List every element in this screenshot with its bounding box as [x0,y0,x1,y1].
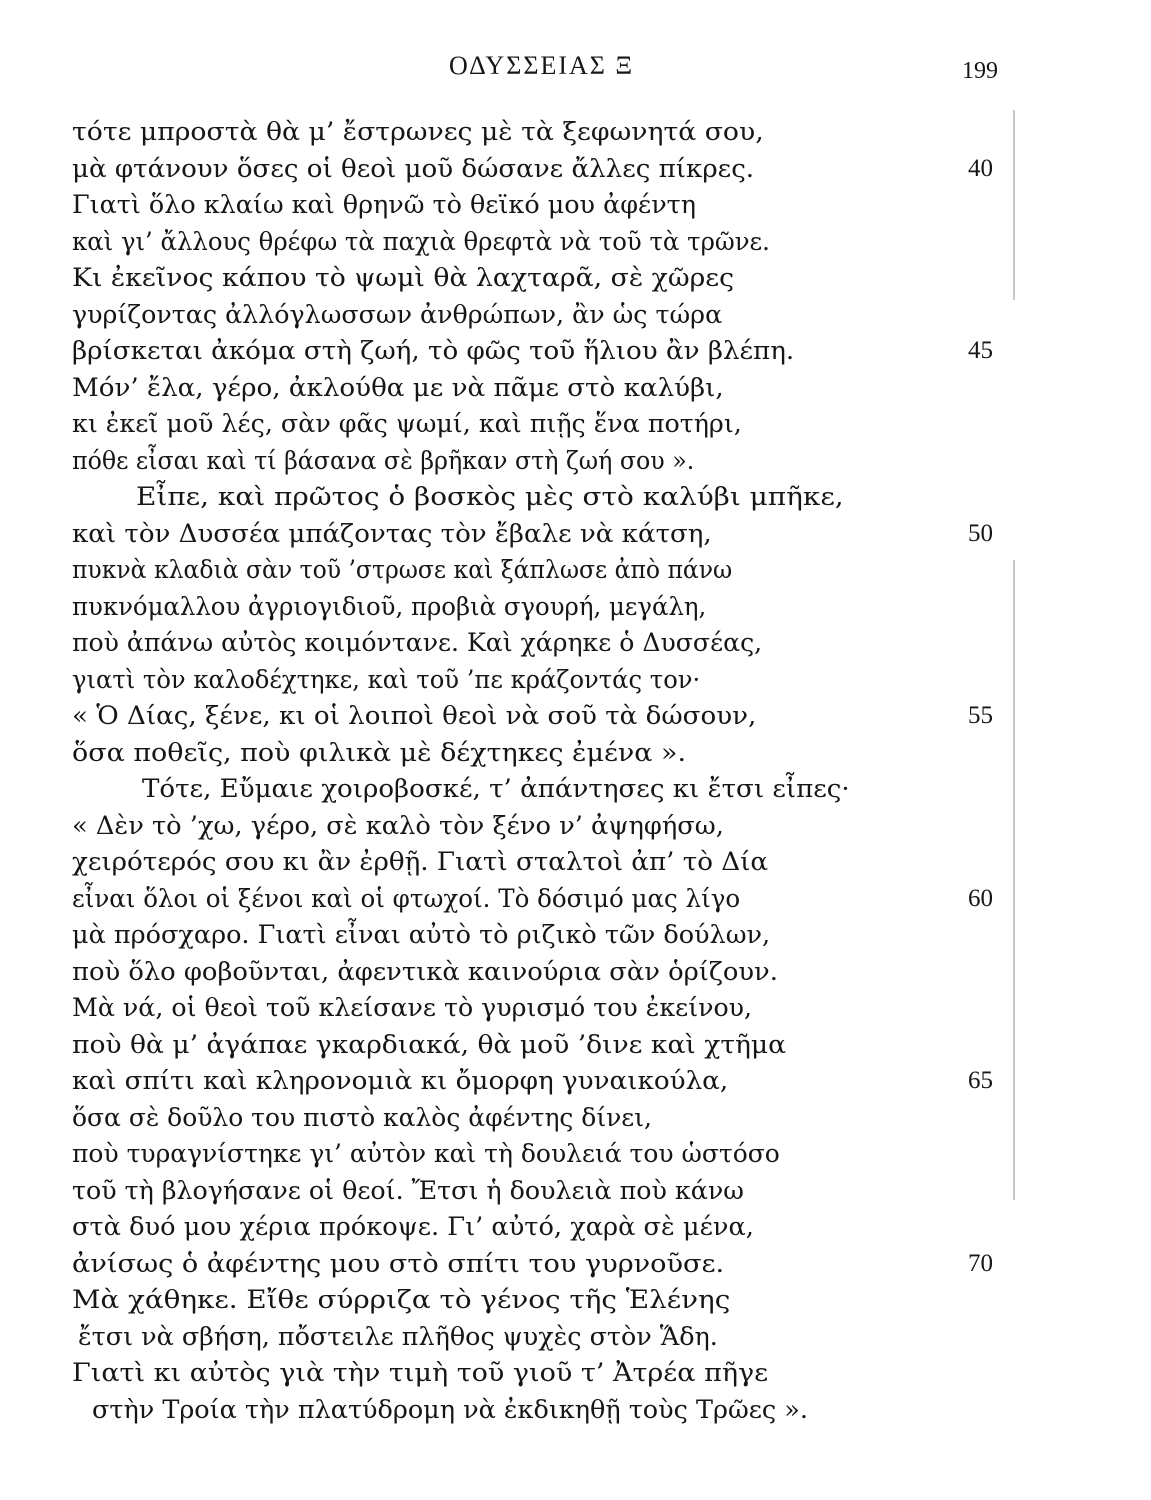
verse-text: Μὰ χάθηκε. Εἴθε σύρριζα τὸ γένος τῆς Ἑλένης [72,1285,731,1314]
verse-line [0,187,1151,223]
verse-line [0,516,1151,552]
verse-line [0,552,1151,588]
verse-text: γιατὶ τὸν καλοδέχτηκε, καὶ τοῦ ’πε κράζοντάς τον· [72,664,701,694]
verse-line [0,698,1151,734]
verse-line [0,771,1151,807]
verse-line [0,443,1151,479]
verse-text: εἶναι ὅλοι οἱ ξένοι καὶ οἱ φτωχοί. Τὸ δόσιμό μας λίγο [72,883,741,913]
verse-text: ὅσα ποθεῖς, ποὺ φιλικὰ μὲ δέχτηκες ἐμένα ». [72,737,687,767]
verse-line [0,1392,1151,1428]
verse-text: Μόν’ ἔλα, γέρο, ἀκλούθα με νὰ πᾶμε στὸ καλύβι, [72,372,724,402]
verse-line [0,808,1151,844]
verse-line [0,114,1151,150]
verse-text: ἔτσι νὰ σβήση, πὄστειλε πλῆθος ψυχὲς στὸν Ἅδη. [78,1321,718,1351]
verse-line [0,1246,1151,1282]
verse-line [0,881,1151,917]
line-number: 70 [968,1249,993,1277]
page-number: 199 [962,58,998,84]
verse-text: πυκνὰ κλαδιὰ σὰν τοῦ ’στρωσε καὶ ξάπλωσε ἀπὸ πάνω [72,555,733,584]
verse-line [0,735,1151,771]
verse-text: Κι ἐκεῖνος κάπου τὸ ψωμὶ θὰ λαχταρᾶ, σὲ χῶρες [72,263,735,292]
verse-text: βρίσκεται ἀκόμα στὴ ζωή, τὸ φῶς τοῦ ἥλιου ἂν βλέπη. [72,336,795,365]
line-number: 45 [968,337,993,364]
verse-text: καὶ τὸν Δυσσέα μπάζοντας τὸν ἔβαλε νὰ κάτση, [72,518,712,548]
bleed-through-edge [1013,110,1015,300]
verse-text: καὶ γι’ ἄλλους θρέφω τὰ παχιὰ θρεφτὰ νὰ τοῦ τὰ τρῶνε. [72,226,770,256]
verse-text: ποὺ θὰ μ’ ἀγάπαε γκαρδιακά, θὰ μοῦ ’δινε καὶ χτῆμα [72,1029,787,1059]
verse-text: μὰ φτάνουν ὅσες οἱ θεοὶ μοῦ δώσανε ἄλλες πίκρες. [72,153,755,183]
verse-text: χειρότερός σου κι ἂν ἐρθῇ. Γιατὶ σταλτοὶ ἀπ’ τὸ Δία [72,847,769,876]
verse-text: ποὺ τυραγνίστηκε γι’ αὐτὸν καὶ τὴ δουλειά του ὡστόσο [72,1139,780,1168]
verse-text: ποὺ ὅλο φοβοῦνται, ἀφεντικὰ καινούρια σὰν ὁρίζουν. [72,956,778,986]
verse-line [0,625,1151,661]
verse-line [0,224,1151,260]
verse-line [0,1173,1151,1209]
line-number: 60 [968,884,993,912]
verse-text: στὴν Τροία τὴν πλατύδρομη νὰ ἐκδικηθῇ τοὺς Τρῶες ». [92,1394,808,1424]
verse-text: γυρίζοντας ἀλλόγλωσσων ἀνθρώπων, ἂν ὡς τώρα [72,299,723,329]
verse-line [0,589,1151,625]
line-number: 40 [968,154,993,182]
verse-line [0,479,1151,515]
verse-line [0,1355,1151,1391]
verse-line [0,151,1151,187]
verse-line [0,1319,1151,1355]
verse-line [0,1136,1151,1172]
verse-text: καὶ σπίτι καὶ κληρονομιὰ κι ὄμορφη γυναικούλα, [72,1066,729,1095]
verse-text: Εἶπε, καὶ πρῶτος ὁ βοσκὸς μὲς στὸ καλύβι μπῆκε, [136,482,844,511]
verse-line [0,1063,1151,1099]
verse-line [0,954,1151,990]
verse-text: ὅσα σὲ δοῦλο του πιστὸ καλὸς ἀφέντης δίνει, [72,1102,652,1132]
verse-text: ἀνίσως ὁ ἀφέντης μου στὸ σπίτι του γυρνοῦσε. [72,1248,725,1278]
verse-text: πυκνόμαλλου ἀγριογιδιοῦ, προβιὰ σγουρή, μεγάλη, [72,591,707,621]
line-number: 50 [968,519,993,547]
page-header-title: ΟΔΥΣΣΕΙΑΣ Ξ [449,51,635,80]
verse-text: Γιατὶ κι αὐτὸς γιὰ τὴν τιμὴ τοῦ γιοῦ τ’ Ἀτρέα πῆγε [72,1358,769,1387]
verse-line [0,1282,1151,1318]
verse-text: Μὰ νά, οἱ θεοὶ τοῦ κλείσανε τὸ γυρισμό του ἐκείνου, [72,993,753,1022]
verse-line [0,917,1151,953]
verse-text: « Ὁ Δίας, ξένε, κι οἱ λοιποὶ θεοὶ νὰ σοῦ τὰ δώσουν, [72,701,757,730]
verse-text: στὰ δυό μου χέρια πρόκοψε. Γι’ αὐτό, χαρὰ σὲ μένα, [72,1212,754,1241]
verse-line [0,406,1151,442]
verse-text: κι ἐκεῖ μοῦ λές, σὰν φᾶς ψωμί, καὶ πιῇς ἕνα ποτήρι, [72,409,742,438]
verse-text: « Δὲν τὸ ’χω, γέρο, σὲ καλὸ τὸν ξένο ν’ ἀψηφήσω, [72,810,724,840]
verse-line [0,1209,1151,1245]
verse-line [0,260,1151,296]
verse-text: Τότε, Εὔμαιε χοιροβοσκέ, τ’ ἀπάντησες κι ἔτσι εἶπες· [142,774,850,803]
verse-text: ποὺ ἀπάνω αὐτὸς κοιμόντανε. Καὶ χάρηκε ὁ Δυσσέας, [72,628,763,657]
bleed-through-edge [1013,560,1015,1200]
verse-line [0,844,1151,880]
verse-line [0,370,1151,406]
verse-line [0,990,1151,1026]
verse-line [0,297,1151,333]
verse-line [0,662,1151,698]
line-number: 55 [968,702,993,729]
verse-text: τότε μπροστὰ θὰ μ’ ἔστρωνες μὲ τὰ ξεφωνητά σου, [72,117,764,146]
line-number: 65 [968,1067,993,1094]
verse-line [0,1027,1151,1063]
verse-text: πόθε εἶσαι καὶ τί βάσανα σὲ βρῆκαν στὴ ζωή σου ». [72,445,695,475]
verse-text: τοῦ τὴ βλογήσανε οἱ θεοί. Ἔτσι ἡ δουλειὰ ποὺ κάνω [72,1175,744,1205]
verse-text: Γιατὶ ὅλο κλαίω καὶ θρηνῶ τὸ θεϊκό μου ἀφέντη [72,190,696,219]
verse-line [0,333,1151,369]
verse-text: μὰ πρόσχαρο. Γιατὶ εἶναι αὐτὸ τὸ ριζικὸ τῶν δούλων, [72,920,771,949]
verse-line [0,1100,1151,1136]
